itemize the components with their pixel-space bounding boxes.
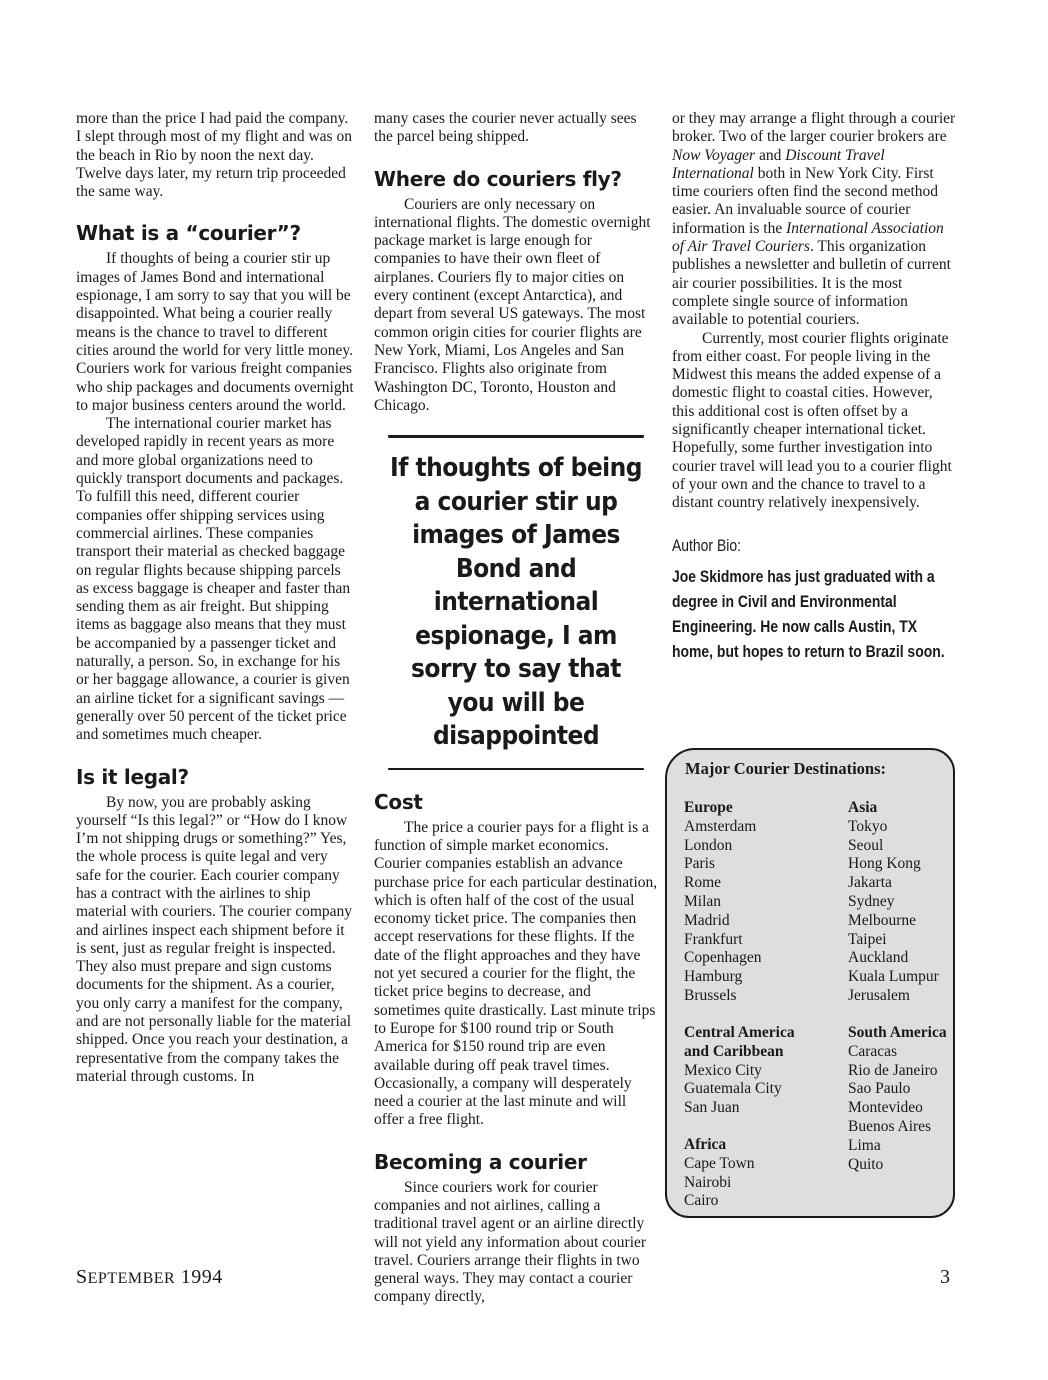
destination-item: Brussels: [684, 986, 737, 1004]
courier-paragraph-1: If thoughts of being a courier stir up images of James Bond and international espionage, I am sorry to say that you will be disappointed. What being a courier really means is the chance to travel to different cities around the world for very little money. Couriers work for various freight companies who ship packages and documents overnight to major business centers around the world.: [76, 250, 354, 414]
destination-item: Hong Kong: [848, 855, 921, 873]
destinations-title: Major Courier Destinations:: [685, 759, 887, 778]
discount-travel-name: Discount Travel International: [672, 146, 885, 182]
article-column-3: [672, 110, 956, 664]
destination-item: Madrid: [684, 911, 730, 929]
destination-item: Rio de Janeiro: [848, 1061, 938, 1079]
region-heading: Asia: [848, 799, 878, 816]
destination-item: Taipei: [848, 930, 887, 948]
destination-item: San Juan: [684, 1099, 740, 1117]
destination-item: Hamburg: [684, 968, 743, 986]
destination-item: Amsterdam: [684, 817, 757, 835]
iaatc-name: International Association of Air Travel Couriers: [672, 219, 944, 256]
destination-item: Quito: [848, 1155, 884, 1173]
page-number: 3: [940, 1266, 950, 1288]
author-bio-heading: Author Bio:: [672, 535, 741, 555]
destination-item: Frankfurt: [684, 930, 743, 948]
destination-item: Seoul: [848, 836, 884, 854]
destination-item: Paris: [684, 855, 715, 873]
destination-item: London: [684, 836, 733, 854]
destination-item: Lima: [848, 1136, 881, 1154]
where-paragraph: Couriers are only necessary on international flights. The domestic overnight package market is large enough for companies to have their own fleet of airplanes. Couriers fly to major cities on every continent (except Antarctica), and depart from several US gateways. The most common origin cities for courier flights are New York, Miami, Los Angeles and San Francisco. Flights also originate from Washington DC, Toronto, Houston and Chicago.: [374, 195, 651, 414]
destination-item: Milan: [684, 892, 722, 910]
article-column-1: [76, 110, 356, 1086]
destination-item: Cape Town: [684, 1154, 755, 1172]
courier-paragraph-2: The international courier market has developed rapidly in recent years as more and more global organizations need to quickly transport documents and packages. To fulfill this need, different courier companies offer shipping services using commercial airlines. These companies transport their material as checked baggage on regular flights because shipping parcels as excess baggage is cheaper and faster than sending them as air freight. But shipping items as baggage also means that they must be accompanied by a passenger ticket and naturally, a person. So, in exchange for his or her baggage allowance, a courier is given an airline ticket for a significant savings — generally over 50 percent of the ticket price and sometimes much cheaper.: [76, 415, 351, 744]
destination-item: Buenos Aires: [848, 1117, 932, 1135]
destination-item: Jerusalem: [848, 986, 910, 1004]
region-heading: Africa: [684, 1136, 727, 1153]
destination-item: Montevideo: [848, 1099, 923, 1117]
legal-paragraph: By now, you are probably asking yourself “Is this legal?” or “How do I know I’m not shipping drugs or something?” Yes, the whole process is quite legal and very safe for the courier. Each courier company has a contract with the airlines to ship material with couriers. The courier company and airlines inspect each shipment before it is sent, just as regular freight is inspected. They also must prepare and sign customs documents for the shipment. As a courier, you only carry a manifest for the company, and are not personally liable for the material shipped. Once you reach your destination, a representative from the company takes the material through customs. In: [76, 793, 353, 1085]
destination-item: Melbourne: [848, 911, 917, 929]
heading-is-it-legal: Is it legal?: [76, 764, 189, 789]
destination-item: Nairobi: [684, 1173, 732, 1191]
cost-paragraph: The price a courier pays for a flight is a function of simple market economics. Courier companies establish an advance purchase price for each particular destination, which is often half of the cost of the usual economy ticket price. The companies then accept reservations for these flights. If the date of the flight approaches and they have not yet secured a courier for the flight, the ticket price begins to decrease, and sometimes quite drastically. Last minute trips to Europe for $100 round trip or South America for $150 round trip are even available during off peak travel times. Occasionally, a company will desperately need a courier at the last minute and will offer a free flight.: [374, 818, 658, 1129]
heading-where-fly: Where do couriers fly?: [374, 166, 622, 191]
broker-paragraph: or they may arrange a flight through a courier broker. Two of the larger courier brokers are Now Voyager and Discount Travel International both in New York City. First time couriers often find the second method easier. An invaluable source of courier information is the International Association of Air Travel Couriers. This organization publishes a newsletter and bulletin of current air courier possibilities. It is the most complete single source of information available to potential couriers.: [672, 110, 956, 329]
article-column-2: [374, 110, 658, 1307]
destination-item: Mexico City: [684, 1061, 762, 1079]
region-heading: South America: [848, 1024, 947, 1041]
region-heading: Central America: [684, 1024, 795, 1041]
region-south-america: [848, 1024, 947, 1174]
intro-paragraph: more than the price I had paid the company. I slept through most of my flight and was on the beach in Rio by noon the next day. Twelve days later, my return trip proceeded the same way.: [76, 110, 352, 201]
destination-item: Sao Paulo: [848, 1080, 911, 1098]
issue-date: SEPTEMBER 1994: [76, 1266, 223, 1288]
region-europe: [684, 799, 761, 1006]
region-heading: Europe: [684, 799, 733, 816]
now-voyager-name: Now Voyager: [672, 146, 756, 164]
destination-item: Cairo: [684, 1192, 719, 1210]
destination-item: Tokyo: [848, 817, 888, 835]
destination-item: Sydney: [848, 892, 895, 910]
destinations-box: [665, 748, 955, 1218]
region-africa: [684, 1136, 755, 1211]
destination-item: Rome: [684, 874, 722, 892]
destination-item: Guatemala City: [684, 1080, 782, 1098]
destination-item: Caracas: [848, 1042, 898, 1060]
continued-paragraph: many cases the courier never actually sees the parcel being shipped.: [374, 110, 637, 146]
pull-quote: If thoughts of being a courier stir up images of James Bond and international espionage, I am sorry to say that you will be disappointed: [388, 435, 644, 770]
region-asia: [848, 799, 939, 1006]
destination-item: Jakarta: [848, 874, 892, 892]
heading-what-is-courier: What is a “courier”?: [76, 221, 301, 246]
author-bio-text: Joe Skidmore has just graduated with a degree in Civil and Environmental Engineering. He now calls Austin, TX home, but hopes to return to Brazil soon.: [672, 566, 945, 661]
destination-item: Auckland: [848, 949, 909, 967]
becoming-paragraph: Since couriers work for courier companies and not airlines, calling a traditional travel agent or an airline directly will not yield any information about courier travel. Couriers arrange their flights in two general ways. They may contact a courier company directly,: [374, 1178, 647, 1306]
coast-paragraph: Currently, most courier flights originate from either coast. For people living in the Midwest this means the added expense of a domestic flight to coastal cities. However, this additional cost is often offset by a significantly cheaper international ticket. Hopefully, some further investigation into courier travel will lead you to a courier flight of your own and the chance to travel to a distant country relatively inexpensively.: [672, 329, 952, 512]
heading-becoming-courier: Becoming a courier: [374, 1149, 587, 1174]
heading-cost: Cost: [374, 789, 423, 814]
destination-item: Copenhagen: [684, 949, 762, 967]
region-heading-line-2: and Caribbean: [684, 1042, 784, 1060]
region-central-america: [684, 1024, 795, 1118]
destination-item: Kuala Lumpur: [848, 968, 939, 986]
